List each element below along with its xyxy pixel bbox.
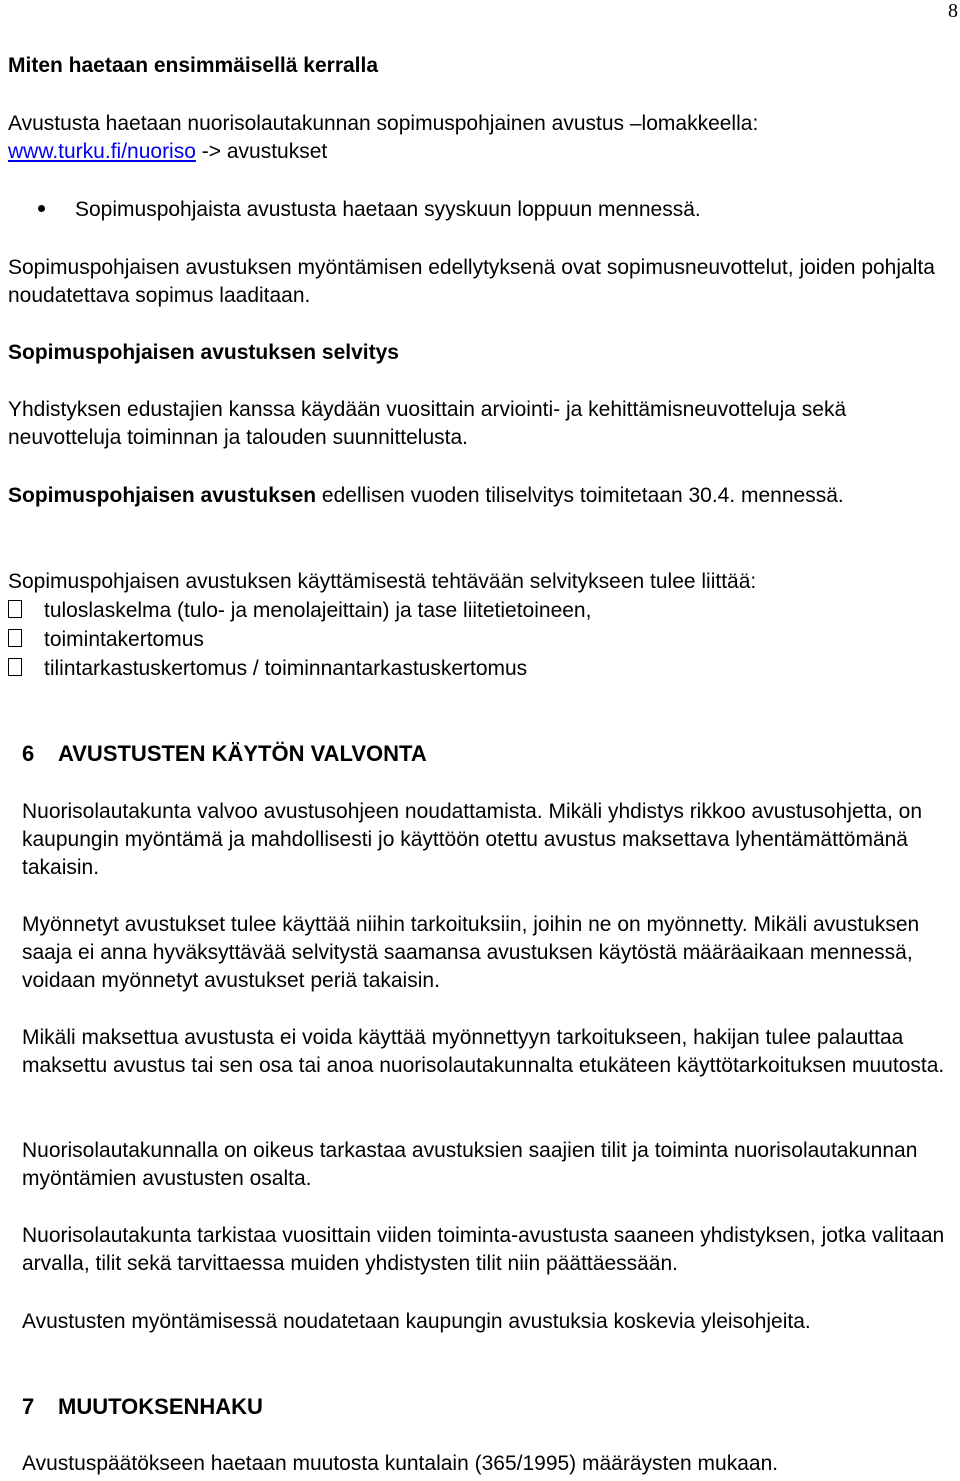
checkbox-icon bbox=[8, 658, 22, 676]
attachment-label: tuloslaskelma (tulo- ja menolajeittain) ja tase liitetietoineen, bbox=[44, 599, 592, 622]
attachment-item bbox=[8, 597, 591, 625]
report-p2-rest: edellisen vuoden tiliselvitys toimitetaan 30.4. mennessä. bbox=[316, 484, 844, 507]
page-number: 8 bbox=[948, 0, 958, 22]
chapter-6-paragraph: Mikäli maksettua avustusta ei voida käyttää myönnettyyn tarkoitukseen, hakijan tulee palauttaa maksettu avustus tai sen osa tai anoa nuorisolautakunnalta etukäteen käyttötarkoituksen muutosta. bbox=[22, 1026, 945, 1077]
chapter-6-paragraph: Nuorisolautakunta valvoo avustusohjeen noudattamista. Mikäli yhdistys rikkoo avustusohjetta, on kaupungin myöntämä ja mahdollisesti jo käyttöön otettu avustus maksettava lyhentämättömänä takaisin. bbox=[22, 800, 922, 879]
condition-paragraph: Sopimuspohjaisen avustuksen myöntämisen edellytyksenä ovat sopimusneuvottelut, joiden pohjalta noudatettava sopimus laaditaan. bbox=[8, 256, 935, 307]
intro-after-link: -> avustukset bbox=[195, 140, 328, 163]
bullet-item bbox=[38, 196, 701, 224]
checkbox-icon bbox=[8, 600, 22, 618]
report-heading: Sopimuspohjaisen avustuksen selvitys bbox=[8, 341, 399, 364]
report-paragraph-2 bbox=[8, 482, 933, 510]
attachment-item bbox=[8, 655, 527, 683]
attachment-label: tilintarkastuskertomus / toiminnantarkastuskertomus bbox=[44, 657, 528, 680]
report-paragraph-1: Yhdistyksen edustajien kanssa käydään vuosittain arviointi- ja kehittämisneuvotteluja sekä neuvotteluja toiminnan ja talouden suunnittelusta. bbox=[8, 398, 847, 449]
chapter-6-paragraph: Nuorisolautakunta tarkistaa vuosittain viiden toiminta-avustusta saaneen yhdistyksen, jotka valitaan arvalla, tilit sekä tarvittaessa muiden yhdistysten tilit niin päättäessään. bbox=[22, 1224, 945, 1275]
chapter-title: AVUSTUSTEN KÄYTÖN VALVONTA bbox=[58, 741, 427, 766]
chapter-6-paragraph: Nuorisolautakunnalla on oikeus tarkastaa avustuksien saajien tilit ja toiminta nuorisolautakunnan myöntämien avustusten osalta. bbox=[22, 1139, 918, 1190]
nuoriso-link[interactable]: www.turku.fi/nuoriso bbox=[8, 140, 196, 163]
section-title: Miten haetaan ensimmäisellä kerralla bbox=[8, 54, 379, 77]
chapter-number: 6 bbox=[22, 741, 35, 766]
intro-text: Avustusta haetaan nuorisolautakunnan sopimuspohjainen avustus –lomakkeella: bbox=[8, 112, 759, 135]
chapter-6-heading bbox=[22, 740, 427, 768]
chapter-6-paragraph: Avustusten myöntämisessä noudatetaan kaupungin avustuksia koskevia yleisohjeita. bbox=[22, 1310, 811, 1333]
chapter-7-heading bbox=[22, 1393, 263, 1421]
intro-paragraph bbox=[8, 110, 953, 166]
bullet-text: Sopimuspohjaista avustusta haetaan syyskuun loppuun mennessä. bbox=[75, 198, 701, 221]
attachment-item bbox=[8, 626, 204, 654]
chapter-6-paragraph: Myönnetyt avustukset tulee käyttää niihin tarkoituksiin, joihin ne on myönnetty. Mikäli avustuksen saaja ei anna hyväksyttävää selvitystä saamansa avustuksen käytöstä määräaikaan mennessä, voidaan myönnetyt avustukset periä takaisin. bbox=[22, 913, 920, 992]
chapter-7-paragraph: Avustuspäätökseen haetaan muutosta kuntalain (365/1995) määräysten mukaan. bbox=[22, 1452, 779, 1475]
attachments-intro: Sopimuspohjaisen avustuksen käyttämisestä tehtävään selvitykseen tulee liittää: bbox=[8, 570, 757, 593]
chapter-title: MUUTOKSENHAKU bbox=[58, 1394, 263, 1419]
report-p2-bold: Sopimuspohjaisen avustuksen bbox=[8, 484, 317, 507]
chapter-number: 7 bbox=[22, 1394, 35, 1419]
attachment-label: toimintakertomus bbox=[44, 628, 204, 651]
bullet-dot-icon bbox=[38, 205, 45, 212]
checkbox-icon bbox=[8, 629, 22, 647]
